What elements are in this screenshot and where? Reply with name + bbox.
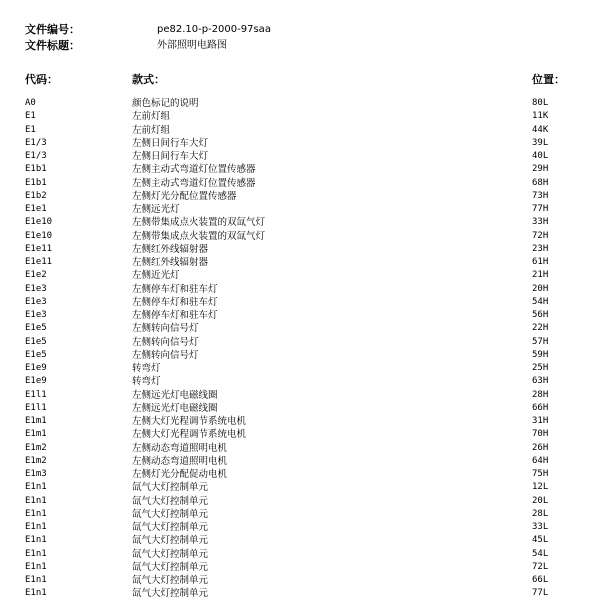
- row-desc: 左侧停车灯和驻车灯: [132, 296, 218, 308]
- row-pos: 28L: [532, 508, 549, 519]
- row-pos: 59H: [532, 349, 549, 360]
- row-code: E1b1: [25, 164, 47, 175]
- row-desc: 转弯灯: [132, 376, 161, 388]
- row-pos: 22H: [532, 323, 549, 334]
- row-pos: 20L: [532, 495, 549, 506]
- row-desc: 氙气大灯控制单元: [132, 588, 209, 600]
- table-row: [25, 495, 585, 508]
- table-row: [25, 428, 585, 441]
- row-desc: 氙气大灯控制单元: [132, 575, 209, 586]
- row-pos: 72H: [532, 230, 549, 241]
- row-code: E1n1: [25, 575, 47, 585]
- row-code: E1e9: [25, 376, 47, 387]
- row-pos: 66H: [532, 402, 549, 413]
- row-desc: 左侧主动式弯道灯位置传感器: [132, 164, 256, 176]
- row-desc: 左前灯组: [132, 111, 171, 123]
- row-desc: 左侧大灯光程调节系统电机: [132, 416, 247, 427]
- row-pos: 57H: [532, 336, 549, 347]
- row-desc: 左侧日间行车大灯: [132, 137, 209, 149]
- table-row: [25, 574, 585, 587]
- table-row: [25, 150, 585, 163]
- header-desc: 款式：: [132, 73, 165, 86]
- row-desc: 左侧灯光分配位置传感器: [132, 190, 237, 202]
- row-pos: 29H: [532, 164, 549, 175]
- row-desc: 左侧主动式弯道灯位置传感器: [132, 177, 256, 189]
- table-header: [25, 72, 585, 88]
- row-pos: 77H: [532, 204, 549, 214]
- row-desc: 左侧远光灯电磁线圈: [132, 402, 218, 414]
- row-code: E1e1: [25, 204, 47, 214]
- table-row: [25, 203, 585, 216]
- table-row: [25, 521, 585, 534]
- row-pos: 40L: [532, 151, 549, 161]
- row-desc: 氙气大灯控制单元: [132, 561, 209, 573]
- row-pos: 28H: [532, 389, 549, 400]
- row-code: E1e5: [25, 323, 47, 334]
- row-desc: 左侧日间行车大灯: [132, 151, 209, 162]
- row-desc: 左侧大灯光程调节系统电机: [132, 429, 247, 441]
- row-desc: 左侧转向信号灯: [132, 323, 199, 335]
- table-row: [25, 137, 585, 150]
- row-desc: 左侧近光灯: [132, 270, 180, 282]
- row-pos: 31H: [532, 416, 549, 426]
- row-pos: 12L: [532, 482, 549, 493]
- row-code: E1e10: [25, 217, 53, 228]
- row-desc: 左侧红外线辐射器: [132, 243, 209, 255]
- row-pos: 45L: [532, 535, 549, 546]
- row-code: E1m1: [25, 416, 47, 426]
- row-code: E1e3: [25, 296, 47, 307]
- row-pos: 56H: [532, 310, 549, 320]
- table-row: [25, 468, 585, 481]
- row-desc: 氙气大灯控制单元: [132, 548, 209, 560]
- row-desc: 左侧停车灯和驻车灯: [132, 283, 218, 295]
- row-desc: 颜色标记的说明: [132, 98, 199, 109]
- table-row: [25, 389, 585, 402]
- row-code: E1: [25, 111, 36, 122]
- table-row: [25, 97, 585, 110]
- row-code: E1e10: [25, 230, 53, 241]
- row-code: A0: [25, 98, 36, 108]
- table-row: [25, 362, 585, 375]
- row-code: E1m3: [25, 469, 47, 479]
- table-row: [25, 230, 585, 243]
- row-pos: 61H: [532, 257, 549, 267]
- table-row: [25, 415, 585, 428]
- row-desc: 左侧带集成点火装置的双氙气灯: [132, 230, 266, 242]
- row-desc: 氙气大灯控制单元: [132, 522, 209, 533]
- row-desc: 左侧停车灯和驻车灯: [132, 310, 218, 321]
- component-table: [25, 97, 585, 601]
- row-code: E1e11: [25, 257, 53, 267]
- row-desc: 氙气大灯控制单元: [132, 508, 209, 520]
- row-desc: 氙气大灯控制单元: [132, 495, 209, 507]
- row-code: E1/3: [25, 151, 47, 161]
- row-desc: 左侧转向信号灯: [132, 336, 199, 348]
- row-pos: 23H: [532, 243, 549, 254]
- row-pos: 68H: [532, 177, 549, 188]
- row-pos: 66L: [532, 575, 549, 585]
- row-code: E1b1: [25, 177, 47, 188]
- row-desc: 左侧动态弯道照明电机: [132, 442, 228, 454]
- table-row: [25, 481, 585, 494]
- row-pos: 75H: [532, 469, 549, 479]
- row-desc: 左侧转向信号灯: [132, 349, 199, 361]
- row-code: E1e3: [25, 283, 47, 294]
- row-desc: 左侧远光灯电磁线圈: [132, 389, 218, 401]
- row-pos: 26H: [532, 442, 549, 453]
- row-code: E1e5: [25, 336, 47, 347]
- row-desc: 左侧带集成点火装置的双氙气灯: [132, 217, 266, 229]
- row-pos: 54H: [532, 296, 549, 307]
- row-code: E1n1: [25, 495, 47, 506]
- table-row: [25, 256, 585, 269]
- doc-title-row: [25, 38, 271, 54]
- row-code: E1: [25, 124, 36, 135]
- table-row: [25, 508, 585, 521]
- table-row: [25, 309, 585, 322]
- row-desc: 左侧远光灯: [132, 204, 180, 215]
- row-code: E1m2: [25, 442, 47, 453]
- doc-number-label: 文件编号：: [25, 23, 80, 36]
- header-code: 代码：: [25, 73, 58, 86]
- row-pos: 33L: [532, 522, 549, 532]
- table-row: [25, 163, 585, 176]
- row-pos: 63H: [532, 376, 549, 387]
- row-code: E1m1: [25, 429, 47, 440]
- table-row: [25, 548, 585, 561]
- row-desc: 左前灯组: [132, 124, 171, 136]
- table-row: [25, 561, 585, 574]
- row-code: E1l1: [25, 402, 47, 413]
- row-pos: 21H: [532, 270, 549, 281]
- header-pos: 位置：: [532, 73, 565, 86]
- row-code: E1e3: [25, 310, 47, 320]
- row-pos: 44K: [532, 124, 549, 135]
- table-row: [25, 322, 585, 335]
- row-code: E1e2: [25, 270, 47, 281]
- table-row: [25, 190, 585, 203]
- doc-number-value: pe82.10-p-2000-97saa: [157, 24, 271, 35]
- row-pos: 73H: [532, 190, 549, 201]
- table-row: [25, 587, 585, 600]
- table-row: [25, 534, 585, 547]
- table-row: [25, 349, 585, 362]
- table-row: [25, 124, 585, 137]
- table-row: [25, 243, 585, 256]
- row-pos: 54L: [532, 548, 549, 559]
- row-desc: 左侧动态弯道照明电机: [132, 455, 228, 467]
- row-code: E1n1: [25, 535, 47, 546]
- row-code: E1e11: [25, 243, 53, 254]
- row-code: E1n1: [25, 548, 47, 559]
- doc-title-label: 文件标题：: [25, 39, 80, 52]
- row-pos: 70H: [532, 429, 549, 440]
- document-meta: [25, 22, 271, 54]
- doc-title-value: 外部照明电路图: [157, 40, 227, 51]
- row-pos: 11K: [532, 111, 549, 122]
- table-row: [25, 216, 585, 229]
- doc-number-row: [25, 22, 271, 38]
- row-pos: 39L: [532, 137, 549, 148]
- row-desc: 左侧灯光分配促动电机: [132, 469, 228, 480]
- row-desc: 左侧红外线辐射器: [132, 257, 209, 268]
- row-code: E1e5: [25, 349, 47, 360]
- table-row: [25, 336, 585, 349]
- table-row: [25, 455, 585, 468]
- row-code: E1e9: [25, 363, 47, 373]
- table-row: [25, 177, 585, 190]
- row-code: E1n1: [25, 508, 47, 519]
- row-code: E1n1: [25, 482, 47, 493]
- table-row: [25, 269, 585, 282]
- row-desc: 转弯灯: [132, 363, 161, 374]
- row-pos: 64H: [532, 455, 549, 466]
- row-code: E1l1: [25, 389, 47, 400]
- row-code: E1n1: [25, 588, 47, 599]
- table-row: [25, 442, 585, 455]
- row-code: E1n1: [25, 561, 47, 572]
- row-code: E1b2: [25, 190, 47, 201]
- row-pos: 25H: [532, 363, 549, 373]
- row-pos: 33H: [532, 217, 549, 228]
- row-pos: 77L: [532, 588, 549, 599]
- row-code: E1m2: [25, 455, 47, 466]
- table-row: [25, 402, 585, 415]
- row-pos: 20H: [532, 283, 549, 294]
- row-desc: 氙气大灯控制单元: [132, 535, 209, 547]
- row-pos: 80L: [532, 98, 549, 108]
- table-row: [25, 283, 585, 296]
- row-code: E1n1: [25, 522, 47, 532]
- table-row: [25, 296, 585, 309]
- row-pos: 72L: [532, 561, 549, 572]
- row-code: E1/3: [25, 137, 47, 148]
- table-row: [25, 110, 585, 123]
- row-desc: 氙气大灯控制单元: [132, 482, 209, 494]
- table-row: [25, 375, 585, 388]
